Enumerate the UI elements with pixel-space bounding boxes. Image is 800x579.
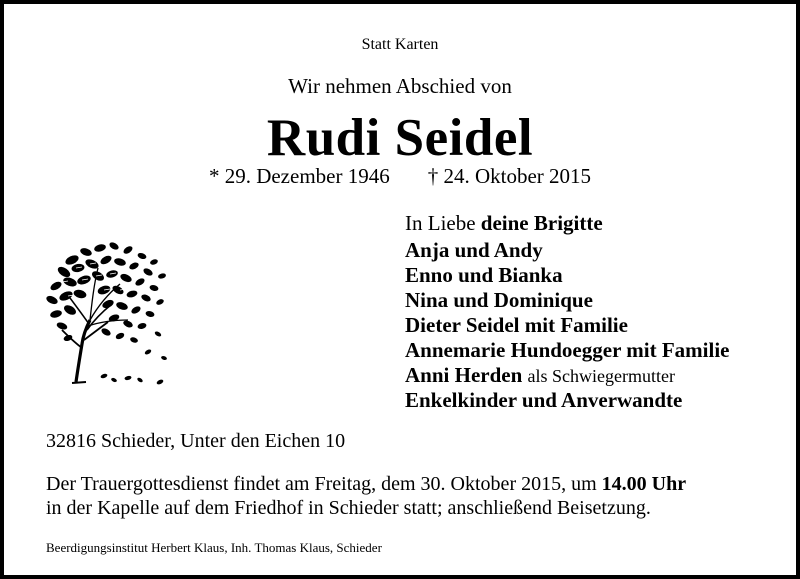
intro-line: Wir nehmen Abschied von <box>288 74 512 98</box>
birth-date: * 29. Dezember 1946 <box>208 164 390 188</box>
service-line-1 <box>46 472 686 496</box>
life-dates <box>4 164 796 189</box>
mourner-item: Enno und Bianka <box>405 263 563 287</box>
mourner-item: Dieter Seidel mit Familie <box>405 313 628 337</box>
deceased-name: Rudi Seidel <box>266 109 534 167</box>
mourners-list <box>405 208 730 413</box>
mourner-intro <box>405 208 730 238</box>
mourner-item: Nina und Dominique <box>405 288 593 312</box>
funeral-home-footer: Beerdigungsinstitut Herbert Klaus, Inh. Thomas Klaus, Schieder <box>46 540 382 555</box>
mourner-intro-prefix: In Liebe <box>405 211 476 235</box>
header-statt-karten: Statt Karten <box>361 36 439 53</box>
service-line-2: in der Kapelle auf dem Friedhof in Schieder statt; anschließend Beisetzung. <box>46 497 651 519</box>
death-date: † 24. Oktober 2015 <box>427 164 592 188</box>
mourner-anni <box>405 363 730 388</box>
address: 32816 Schieder, Unter den Eichen 10 <box>46 430 346 452</box>
mourner-item: Annemarie Hundoegger mit Familie <box>405 338 730 362</box>
mourner-intro-name: deine Brigitte <box>480 211 603 235</box>
mourner-item: Enkelkinder und Anverwandte <box>405 388 683 412</box>
tree-blowing-leaves-icon <box>42 240 174 388</box>
mourner-anni-name: Anni Herden <box>405 363 523 387</box>
funeral-service-info <box>46 472 686 520</box>
mourner-item: Anja und Andy <box>405 238 543 262</box>
service-line-1-text: Der Trauergottesdienst findet am Freitag, dem 30. Oktober 2015, um <box>46 473 597 495</box>
service-time: 14.00 Uhr <box>601 473 687 495</box>
mourner-anni-relation: als Schwiegermutter <box>527 366 675 386</box>
